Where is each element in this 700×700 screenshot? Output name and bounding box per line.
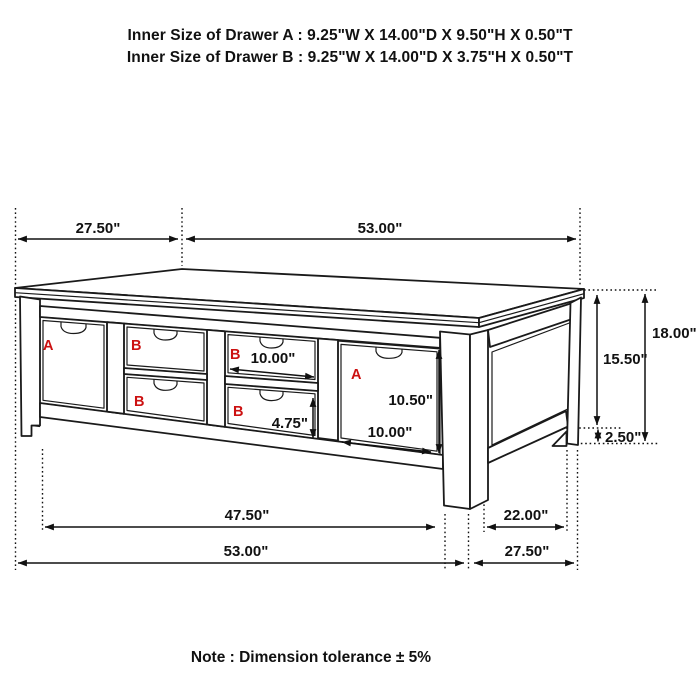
label-drawer-b-bottom-mid: B xyxy=(233,404,244,420)
dim-top-width: 53.00" xyxy=(357,220,403,237)
front-left-leg xyxy=(20,297,40,437)
tolerance-note: Note : Dimension tolerance ± 5% xyxy=(190,649,432,666)
drawer-a-size-text: Inner Size of Drawer A : 9.25"W X 14.00"D X 9.50"H X 0.50"T xyxy=(127,27,573,44)
label-drawer-a-right: A xyxy=(351,367,362,383)
drawer-a-left xyxy=(40,317,107,412)
label-drawer-b-bottom-left: B xyxy=(134,394,145,410)
dim-rail-height: 15.50" xyxy=(603,351,648,368)
front-right-leg xyxy=(440,330,488,509)
dim-top-depth: 27.50" xyxy=(75,220,121,237)
label-drawer-b-top-mid: B xyxy=(230,347,241,363)
dim-front-span: 47.50" xyxy=(224,507,270,524)
drawer-b-size-text: Inner Size of Drawer B : 9.25"W X 14.00"D X 3.75"H X 0.50"T xyxy=(126,49,574,66)
dim-total-height: 18.00" xyxy=(652,325,697,342)
dim-bottom-depth: 27.50" xyxy=(504,543,550,560)
label-drawer-a-left: A xyxy=(43,338,54,354)
dim-bottom-width: 53.00" xyxy=(223,543,269,560)
table-drawing xyxy=(15,269,584,509)
label-drawer-b-top-left: B xyxy=(131,338,142,354)
dim-side-span: 22.00" xyxy=(503,507,549,524)
dim-drawer-b-height: 4.75" xyxy=(271,415,308,432)
dim-drawer-a-width: 10.00" xyxy=(367,424,413,441)
dim-drawer-a-height: 10.50" xyxy=(388,392,433,409)
dim-clearance: 2.50" xyxy=(605,429,642,446)
dim-drawer-b-width: 10.00" xyxy=(250,350,296,367)
